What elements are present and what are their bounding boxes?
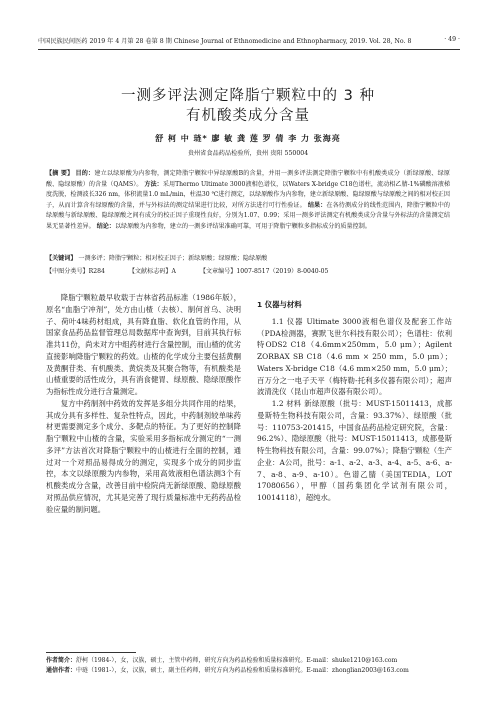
method-label: 方法：	[144, 180, 163, 188]
header-divider	[38, 49, 460, 50]
document-code: 【文献标志码】A	[128, 268, 176, 275]
footnote-divider	[46, 652, 136, 653]
abstract-conclusion: 以绿原酸为内参物，建立的一测多评结果准确可靠，可用于降脂宁颗粒多指标成分的质量控制。	[114, 222, 371, 230]
affiliation: 贵州省食品药品检验所，贵州 贵阳 550004	[187, 150, 309, 157]
running-header	[38, 36, 460, 48]
intro-paragraph-1: 降脂宁颗粒最早收载于吉林省药品标准（1986年版），原名“血脂宁冲剂”，处方由山楂（去核）、制何首乌、决明子、荷叶4味药材组成，具有降血脂、软化血管的作用，从国家食品药品监督管理总局数据库中查询到，目前其执行标准共11份，尚未对方中组药材进行含量控制，而山楂的优劣直接影响降脂宁颗粒的药效。山楂的化学成分主要包括黄酮及黄酮苷类、有机酸类、黄烷类及其聚合物等，有机酸类是山楂重要的活性成分，具有消食健胃、绿原酸、隐绿原酸作为指标性成分进行含量测定。	[46, 293, 241, 396]
page-number: · 49 ·	[444, 36, 460, 43]
paper-title-line-1: 一测多评法测定降脂宁颗粒中的 3 种	[121, 88, 375, 104]
intro-paragraph-2: 复方中药制剂中药效的发挥是多组分共同作用的结果，其成分具有多样性、复杂性特点，因此，中药制剂较单味药材更需要测定多个成分、多靶点的特征。为了更好的控制降脂宁颗粒中山楂的含量，实验采用多指标成分测定的“一测多评”方法首次对降脂宁颗粒中的山楂进行全面的控制，通过对一个对照品易得成分的测定，实现多个成分的同步监控，本文以绿原酸为内参物，采用高效液相色谱法测3个有机酸类成分含量，改善目前中检院尚无新绿原酸、隐绿原酸对照品供应情况，尤其是完善了现行质量标准中无药药品检验应量的制问题。	[46, 398, 241, 514]
abstract-label: 【摘 要】	[46, 170, 74, 177]
footnote	[46, 656, 450, 676]
author-list: 舒 柯 中 琏* 廖 敏 龚 莲 罗 倩 李 力 张海亮	[155, 134, 341, 143]
author-note-label: 作者简介：	[46, 657, 77, 664]
materials-paragraph: 1.2 材料 新绿原酸（批号：MUST-15011413，成都曼斯特生物科技有限公司，含量：93.37%）、绿原酸（批号：110753-201415，中国食品药品检定研究院，含量：96.2%）、隐绿原酸（批号：MUST-15011413，成都曼斯特生物科技有限公司，含量：99.07%）；降脂宁颗粒（生产企业：A公司，批号：a-1、a-2、a-3、a-4、a-5、a-6、a-7、a-8、a-9、a-10）。色谱乙腈（美国TEDIA，LOT 17080656），甲醇（国药集团化学试剂有限公司，10014118），超纯水。	[257, 399, 452, 502]
running-header-journal: 中国民族民间医药 2019 年 4 月第 28 卷第 8 期 Chinese Journal of Ethnomedicine and Ethnopharmacy, 2019. Vol. 28, No. 8	[38, 38, 412, 45]
instruments-paragraph: 1.1 仪器 Ultimate 3000液相色谱仪及配套工作站（PDA检测器，赛默飞世尔科技有限公司）；色谱柱：依利特ODS2 C18（4.6mm×250mm，5.0 μm）；Agilent ZORBAX SB C18（4.6 mm × 250 mm，5.0 μm）；Waters X-bridge C18（4.6 mm×250 mm，5.0 μm）；百万分之一电子天平（梅特勒-托利多仪器有限公司）；超声波清洗仪（昆山市超声仪器有限公司）。	[257, 316, 452, 397]
classification-ids	[46, 266, 450, 275]
abstract-objective: 建立以绿原酸为内参物，测定降脂宁颗粒中异绿原酸B的含量，并用一测多评法测定降脂宁颗粒中有机酸类成分（新绿原酸、绿原酸、隐绿原酸）的含量（QAMS）。	[46, 170, 451, 188]
corresponding-label: 通信作者：	[46, 667, 77, 674]
keywords-label: 【关键词】	[46, 255, 77, 262]
paper-title-line-2: 有机酸类成分含量	[186, 108, 310, 124]
conclusion-label: 结论：	[96, 222, 115, 230]
article-number: 【文章编号】1007-8517（2019）8-0040-05	[199, 268, 329, 275]
section-heading-instruments: 1 仪器与材料	[257, 300, 302, 309]
body-column-right	[257, 292, 452, 504]
objective-label: 目的：	[75, 170, 95, 177]
author-note	[46, 656, 450, 666]
abstract	[46, 169, 450, 233]
body-column-left	[46, 292, 241, 515]
keywords	[46, 254, 450, 265]
corresponding-author-note	[46, 666, 450, 676]
keywords-text: 一测多评；降脂宁颗粒；相对校正因子；新绿原酸；绿原酸；隐绿原酸	[78, 255, 268, 262]
corresponding-text: 中琏（1981-），女，汉族，硕士，副主任药师，研究方向为药品检验和质量标准研究。E-mail：zhonglian2003@163.com	[76, 667, 409, 674]
result-label: 结果：	[307, 201, 327, 209]
abstract-result: 在各待测成分的线性范围内，降脂宁颗粒中的绿原酸与新绿原酸、隐绿原酸之间有成分的校正因子重现性良好，分别为1.07、0.99；采用一测多评法测定有机酸类成分含量与外标法的含量测定结果无显著性差异。	[46, 201, 451, 230]
clc-number: 【中图分类号】R284	[46, 268, 105, 275]
abstract-method: 采用Thermo Ultimate 3000液相色谱仪，以Waters X-bridge C18色谱柱，流动相乙腈-1%磷酸溶液梯度洗脱，检测波长326 nm，体积流量1.0 mL/min，柱温30 ℃进行测定，以绿原酸作为内参物，建立新绿原酸、隐绿原酸与绿原酸之间的相对校正因子，从而计算含有绿原酸的含量，并与外标法的测定结果进行比较，对所方法进行可行性验证。	[46, 180, 451, 209]
author-note-text: 舒柯（1984-），女，汉族，硕士，主管中药师，研究方向为药品检验和质量标准研究。E-mail：shuke1210@163.com	[76, 657, 398, 664]
